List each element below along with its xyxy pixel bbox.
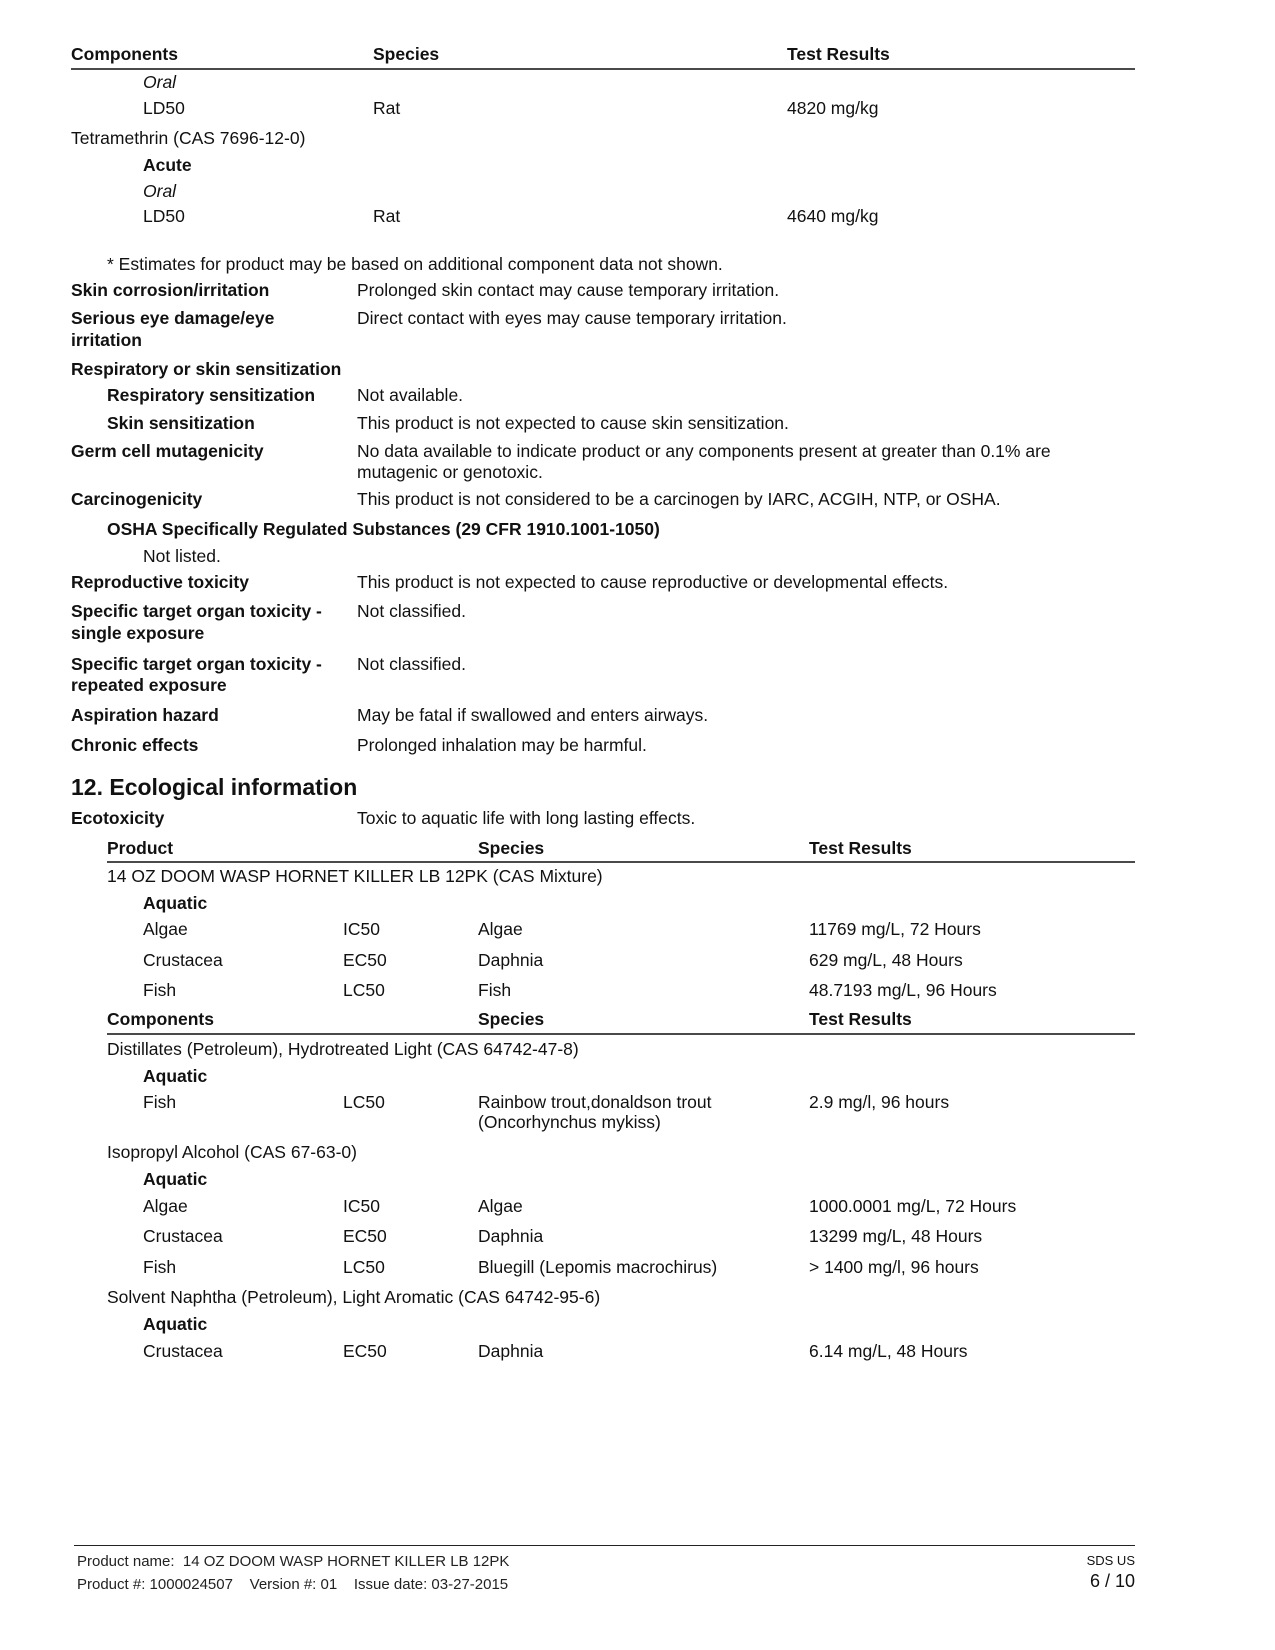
page-number: 6 / 10 (1089, 1571, 1135, 1591)
label-skin-corrosion: Skin corrosion/irritation (71, 280, 270, 300)
value-chronic: Prolonged inhalation may be harmful. (357, 735, 647, 755)
test-type: IC50 (343, 1196, 380, 1216)
doc-type: SDS US (1086, 1553, 1135, 1568)
value-eye-damage: Direct contact with eyes may cause temporary irritation. (357, 308, 787, 328)
label-eye-damage-line2: irritation (71, 330, 142, 350)
organism: Fish (143, 1092, 177, 1112)
test-result: > 1400 mg/l, 96 hours (809, 1257, 979, 1277)
value-carcinogenicity: This product is not considered to be a carcinogen by IARC, ACGIH, NTP, or OSHA. (357, 489, 1001, 509)
label-carcinogenicity: Carcinogenicity (71, 489, 203, 509)
category-label: Acute (143, 155, 192, 175)
component-name: Distillates (Petroleum), Hydrotreated Light (CAS 64742-47-8) (107, 1039, 579, 1059)
section-title: 12. Ecological information (71, 774, 358, 800)
test-result: 6.14 mg/L, 48 Hours (809, 1341, 968, 1361)
species: Bluegill (Lepomis macrochirus) (478, 1257, 718, 1277)
label-ecotoxicity: Ecotoxicity (71, 808, 165, 828)
species: Daphnia (478, 950, 544, 970)
footer-rule (74, 1545, 1135, 1546)
test-result: 4820 mg/kg (787, 98, 879, 118)
label-eye-damage-line1: Serious eye damage/eye (71, 308, 275, 328)
component-name: Tetramethrin (CAS 7696-12-0) (71, 128, 306, 148)
species: Rat (373, 98, 401, 118)
species: Fish (478, 980, 512, 1000)
label-chronic: Chronic effects (71, 735, 199, 755)
header-components: Components (71, 44, 178, 64)
route-label: Oral (143, 72, 177, 92)
value-osha: Not listed. (143, 546, 221, 566)
value-stot-repeated: Not classified. (357, 654, 466, 674)
version-number: Version #: 01 (249, 1576, 338, 1593)
label-sensitization: Respiratory or skin sensitization (71, 359, 342, 379)
species: Daphnia (478, 1341, 544, 1361)
organism: Crustacea (143, 1226, 223, 1246)
test-result: 629 mg/L, 48 Hours (809, 950, 963, 970)
component-name: Solvent Naphtha (Petroleum), Light Aromatic (CAS 64742-95-6) (107, 1287, 601, 1307)
value-reproductive: This product is not expected to cause reproductive or developmental effects. (357, 572, 949, 592)
species: Algae (478, 1196, 523, 1216)
footnote: * Estimates for product may be based on additional component data not shown. (107, 254, 723, 274)
label-respiratory-sensitization: Respiratory sensitization (107, 385, 316, 405)
species-line1: Rainbow trout,donaldson trout (478, 1092, 712, 1112)
value-respiratory-sensitization: Not available. (357, 385, 464, 405)
category-label: Aquatic (143, 1169, 208, 1189)
test-type: LD50 (143, 98, 185, 118)
label-skin-sensitization: Skin sensitization (107, 413, 255, 433)
species: Algae (478, 919, 523, 939)
test-result: 1000.0001 mg/L, 72 Hours (809, 1196, 1017, 1216)
value-skin-corrosion: Prolonged skin contact may cause temporary irritation. (357, 280, 780, 300)
test-type: LC50 (343, 980, 385, 1000)
test-type: EC50 (343, 1226, 387, 1246)
label-stot-single-line2: single exposure (71, 623, 205, 643)
organism: Algae (143, 919, 188, 939)
product-name-value: 14 OZ DOOM WASP HORNET KILLER LB 12PK (182, 1553, 510, 1570)
value-skin-sensitization: This product is not expected to cause skin sensitization. (357, 413, 789, 433)
footer-product-name (77, 1552, 509, 1572)
header-test-results: Test Results (787, 44, 890, 64)
header-rule (107, 1033, 1135, 1035)
organism: Crustacea (143, 950, 223, 970)
value-germ-cell-line2: mutagenic or genotoxic. (357, 462, 543, 482)
test-result: 48.7193 mg/L, 96 Hours (809, 980, 997, 1000)
header-rule (71, 68, 1135, 70)
test-type: LC50 (343, 1092, 385, 1112)
species-line2: (Oncorhynchus mykiss) (478, 1112, 661, 1132)
header-product: Product (107, 838, 174, 858)
label-stot-repeated-line2: repeated exposure (71, 675, 227, 695)
header-rule (107, 861, 1135, 863)
header-species: Species (478, 838, 545, 858)
value-ecotoxicity: Toxic to aquatic life with long lasting effects. (357, 808, 696, 828)
component-name: Isopropyl Alcohol (CAS 67-63-0) (107, 1142, 357, 1162)
category-label: Aquatic (143, 1314, 208, 1334)
product-name-label: Product name: (77, 1553, 175, 1570)
category-label: Aquatic (143, 893, 208, 913)
test-type: LD50 (143, 206, 185, 226)
species: Rat (373, 206, 401, 226)
label-osha: OSHA Specifically Regulated Substances (29 CFR 1910.1001-1050) (107, 519, 660, 539)
test-type: EC50 (343, 950, 387, 970)
value-aspiration: May be fatal if swallowed and enters airways. (357, 705, 709, 725)
value-stot-single: Not classified. (357, 601, 466, 621)
test-type: EC50 (343, 1341, 387, 1361)
test-result: 2.9 mg/l, 96 hours (809, 1092, 950, 1112)
product-number: Product #: 1000024507 (77, 1576, 233, 1593)
header-test-results: Test Results (809, 838, 912, 858)
route-label: Oral (143, 181, 177, 201)
species: Daphnia (478, 1226, 544, 1246)
organism: Fish (143, 1257, 177, 1277)
header-components: Components (107, 1009, 214, 1029)
test-type: IC50 (343, 919, 380, 939)
header-species: Species (373, 44, 440, 64)
value-germ-cell-line1: No data available to indicate product or any components present at greater than 0.1% are (357, 441, 1051, 461)
test-result: 13299 mg/L, 48 Hours (809, 1226, 983, 1246)
category-label: Aquatic (143, 1066, 208, 1086)
issue-date: Issue date: 03-27-2015 (353, 1576, 509, 1593)
product-name: 14 OZ DOOM WASP HORNET KILLER LB 12PK (CAS Mixture) (107, 866, 603, 886)
label-aspiration: Aspiration hazard (71, 705, 219, 725)
header-species: Species (478, 1009, 545, 1029)
organism: Crustacea (143, 1341, 223, 1361)
label-stot-repeated-line1: Specific target organ toxicity - (71, 654, 322, 674)
test-result: 11769 mg/L, 72 Hours (809, 919, 981, 939)
organism: Algae (143, 1196, 188, 1216)
label-stot-single-line1: Specific target organ toxicity - (71, 601, 322, 621)
footer-product-meta (77, 1575, 508, 1595)
test-type: LC50 (343, 1257, 385, 1277)
label-germ-cell: Germ cell mutagenicity (71, 441, 264, 461)
test-result: 4640 mg/kg (787, 206, 879, 226)
label-reproductive: Reproductive toxicity (71, 572, 249, 592)
organism: Fish (143, 980, 177, 1000)
header-test-results: Test Results (809, 1009, 912, 1029)
